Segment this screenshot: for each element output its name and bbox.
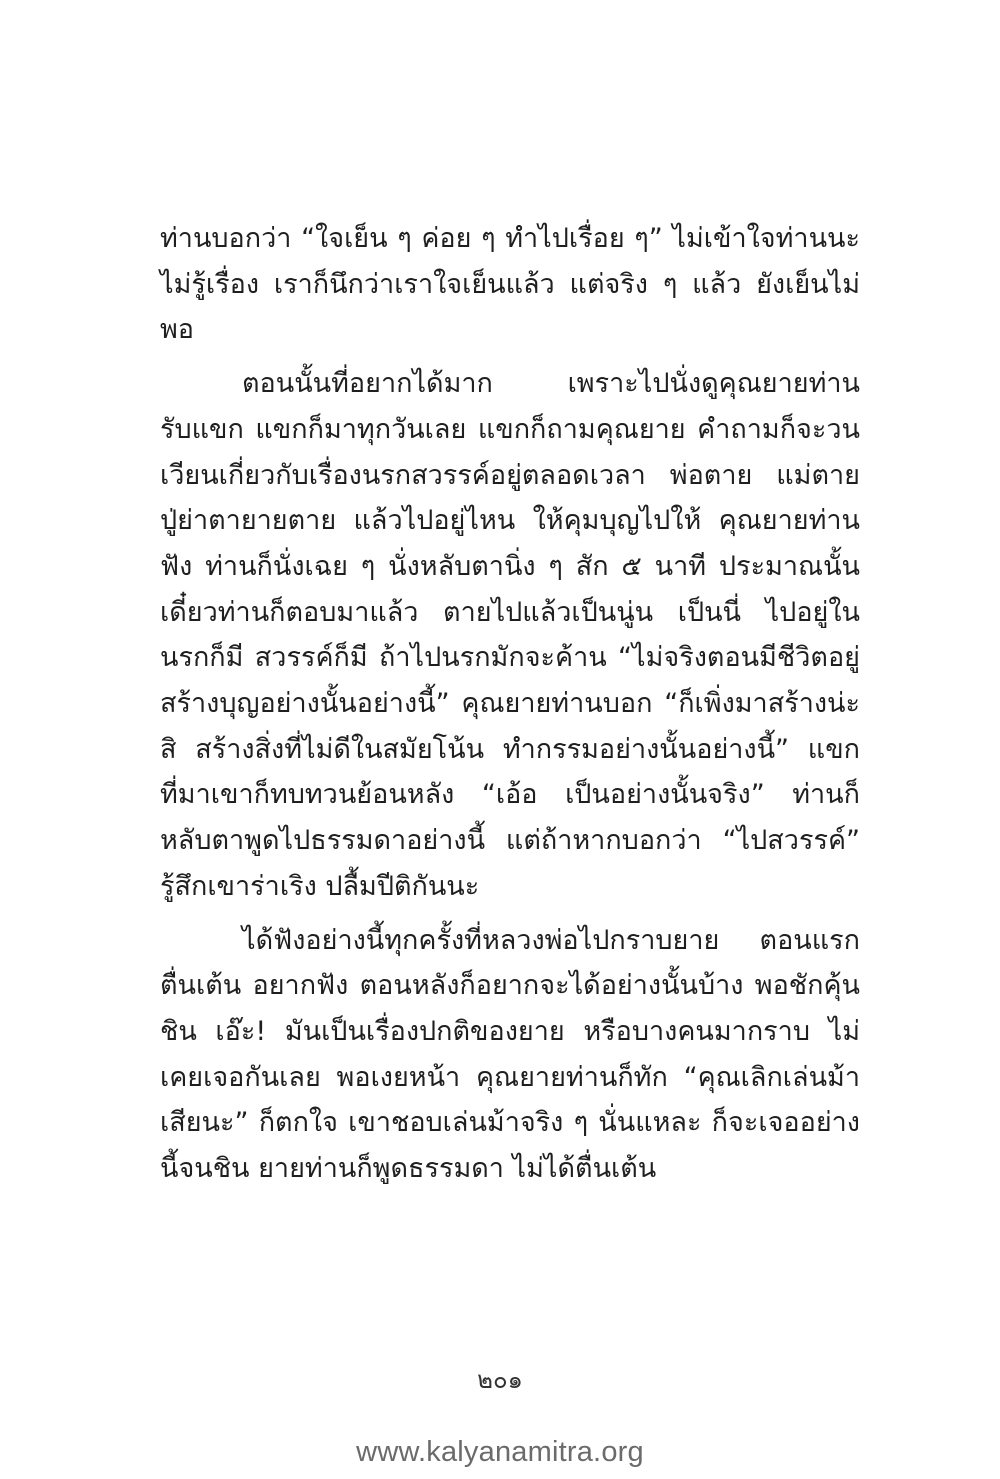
paragraph-1: ท่านบอกว่า “ใจเย็น ๆ ค่อย ๆ ทำไปเรื่อย ๆ” ไม่เข้าใจท่านนะ ไม่รู้เรื่อง เราก็นึกว่าเราใจเย็นแล้ว แต่จริง ๆ แล้ว ยังเย็นไม่พอ (160, 223, 860, 346)
paragraph-3: ได้ฟังอย่างนี้ทุกครั้งที่หลวงพ่อไปกราบยาย ตอนแรกตื่นเต้น อยากฟัง ตอนหลังก็อยากจะได้อย่างนั้นบ้าง พอชักคุ้นชิน เอ๊ะ! มันเป็นเรื่องปกติของยาย หรือบางคนมากราบ ไม่เคยเจอกันเลย พอเงยหน้า คุณยายท่านก็ทัก “คุณเลิกเล่นม้าเสียนะ” ก็ตกใจ เขาชอบเล่นม้าจริง ๆ นั่นแหละ ก็จะเจออย่างนี้จนชิน ยายท่านก็พูดธรรมดา ไม่ได้ตื่นเต้น (160, 924, 860, 1185)
body-text (160, 216, 860, 1192)
paragraph-2: ตอนนั้นที่อยากได้มาก เพราะไปนั่งดูคุณยายท่านรับแขก แขกก็มาทุกวันเลย แขกก็ถามคุณยาย คำถามก็จะวนเวียนเกี่ยวกับเรื่องนรกสวรรค์อยู่ตลอดเวลา พ่อตาย แม่ตาย ปู่ย่าตายายตาย แล้วไปอยู่ไหน ให้คุมบุญไปให้ คุณยายท่านฟัง ท่านก็นั่งเฉย ๆ นั่งหลับตานิ่ง ๆ สัก ๕ นาที ประมาณนั้น เดี๋ยวท่านก็ตอบมาแล้ว ตายไปแล้วเป็นนู่น เป็นนี่ ไปอยู่ในนรกก็มี สวรรค์ก็มี ถ้าไปนรกมักจะค้าน “ไม่จริงตอนมีชีวิตอยู่สร้างบุญอย่างนั้นอย่างนี้” คุณยายท่านบอก “ก็เพิ่งมาสร้างน่ะสิ สร้างสิ่งที่ไม่ดีในสมัยโน้น ทำกรรมอย่างนั้นอย่างนี้” แขกที่มาเขาก็ทบทวนย้อนหลัง “เอ้อ เป็นอย่างนั้นจริง” ท่านก็หลับตาพูดไปธรรมดาอย่างนี้ แต่ถ้าหากบอกว่า “ไปสวรรค์” รู้สึกเขาร่าเริง ปลื้มปีติกันนะ (160, 368, 860, 902)
page-number: ๒๐๑ (477, 1366, 523, 1394)
footer-url: www.kalyanamitra.org (356, 1436, 644, 1468)
